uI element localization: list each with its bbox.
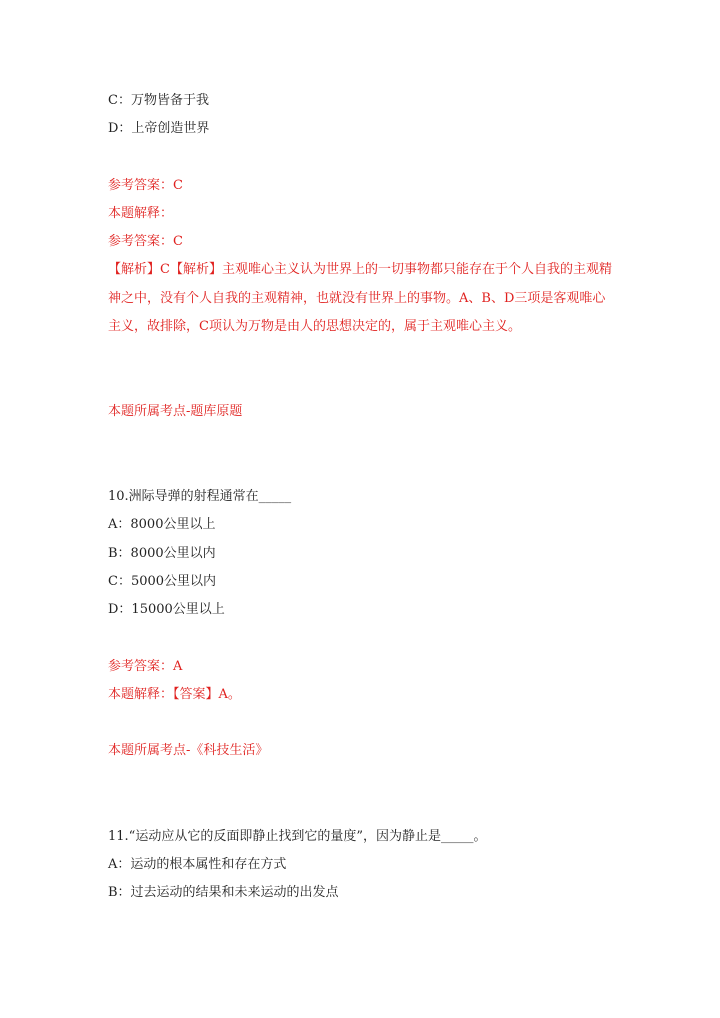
q10-option-a: A：8000公里以上	[108, 517, 216, 532]
q9-topic: 本题所属考点-题库原题	[108, 404, 243, 419]
q9-explanation: 【解析】C【解析】主观唯心主义认为世界上的一切事物都只能存在于个人自我的主观精神之中，没有个人自我的主观精神，也就没有世界上的事物。A、B、D三项是客观唯心主义，故排除，C项认为万物是由人的思想决定的，属于主观唯心主义。	[108, 262, 612, 334]
q11-option-b: B：过去运动的结果和未来运动的出发点	[108, 885, 339, 900]
q10-topic: 本题所属考点-《科技生活》	[108, 743, 269, 758]
q9-option-c: C：万物皆备于我	[108, 93, 209, 108]
q10-option-c: C：5000公里以内	[108, 574, 217, 589]
q9-option-d: D：上帝创造世界	[108, 121, 210, 136]
q10-answer: 参考答案：A	[108, 659, 183, 674]
q11-option-a: A：运动的根本属性和存在方式	[108, 857, 287, 872]
q11-question: 11.“运动应从它的反面即静止找到它的量度”，因为静止是_____。	[108, 829, 487, 844]
q9-answer-repeat: 参考答案：C	[108, 234, 183, 249]
q10-explanation: 本题解释：【答案】A。	[108, 687, 241, 702]
q10-option-d: D：15000公里以上	[108, 602, 225, 617]
q10-option-b: B：8000公里以内	[108, 546, 216, 561]
q9-answer: 参考答案：C	[108, 178, 183, 193]
q9-explanation-label: 本题解释：	[108, 206, 174, 221]
q10-question: 10.洲际导弹的射程通常在_____	[108, 489, 292, 504]
